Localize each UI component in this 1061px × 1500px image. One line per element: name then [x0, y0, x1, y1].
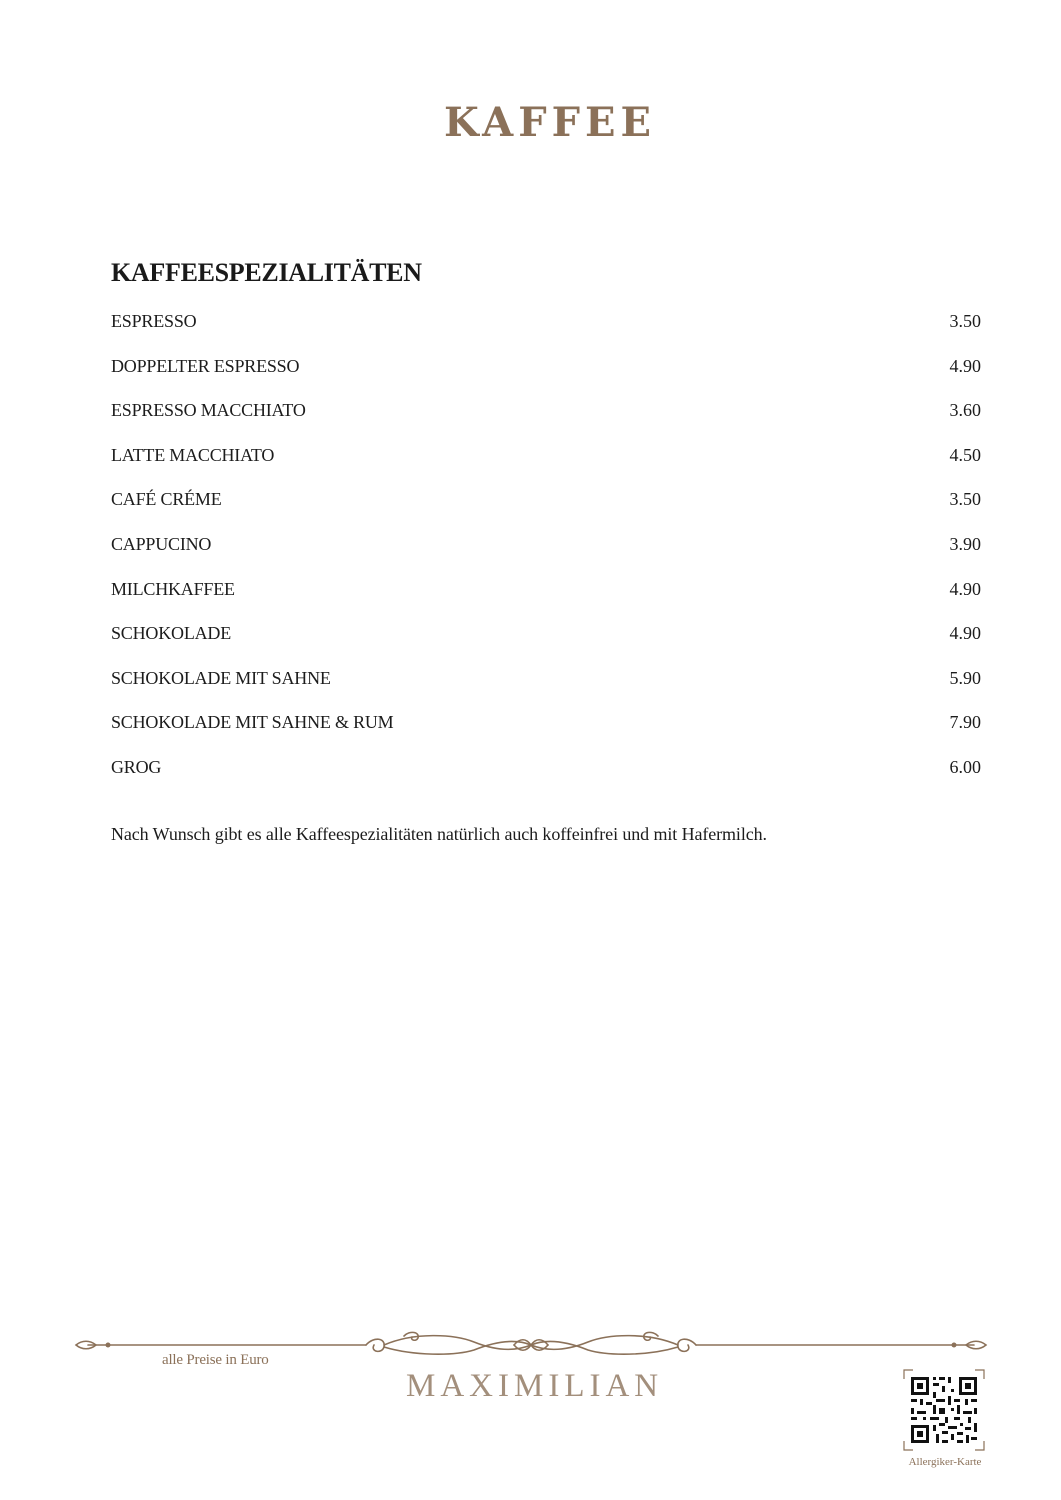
menu-item-name: ESPRESSO — [111, 311, 197, 331]
menu-item-price: 7.90 — [949, 712, 981, 733]
menu-item-name: DOPPELTER ESPRESSO — [111, 355, 300, 376]
menu-item-price: 5.90 — [949, 667, 981, 688]
menu-item-price: 3.60 — [949, 400, 981, 421]
menu-item — [111, 619, 981, 664]
menu-item-name: CAPPUCINO — [111, 533, 212, 554]
price-currency-note: alle Preise in Euro — [162, 1352, 269, 1368]
menu-item-price: 4.90 — [949, 623, 981, 644]
menu-note: Nach Wunsch gibt es alle Kaffeespezialitäten natürlich auch koffeinfrei und mit Hafermilch. — [111, 824, 767, 844]
qr-code-label: Allergiker-Karte — [908, 1456, 982, 1468]
menu-list — [111, 307, 981, 798]
qr-code-icon[interactable] — [903, 1369, 985, 1451]
menu-item-price: 4.90 — [949, 355, 981, 376]
menu-item — [111, 708, 981, 753]
menu-item-name: LATTE MACCHIATO — [111, 444, 275, 465]
menu-item-price: 3.50 — [949, 489, 981, 510]
menu-item — [111, 396, 981, 441]
menu-item-name: ESPRESSO MACCHIATO — [111, 400, 306, 421]
menu-item-name: MILCHKAFFEE — [111, 578, 235, 599]
menu-item-price: 3.50 — [949, 311, 981, 331]
menu-item-name: GROG — [111, 756, 162, 777]
menu-item-price: 6.00 — [949, 756, 981, 777]
menu-item — [111, 485, 981, 530]
menu-item — [111, 575, 981, 620]
menu-item-price: 3.90 — [949, 533, 981, 554]
menu-item-name: SCHOKOLADE — [111, 623, 232, 644]
menu-item-name: SCHOKOLADE MIT SAHNE — [111, 667, 331, 688]
menu-item-name: SCHOKOLADE MIT SAHNE & RUM — [111, 712, 394, 733]
menu-item — [111, 530, 981, 575]
menu-item-price: 4.90 — [949, 578, 981, 599]
menu-item — [111, 441, 981, 486]
menu-item-price: 4.50 — [949, 444, 981, 465]
menu-item — [111, 352, 981, 397]
page-title: KAFFEE — [444, 99, 656, 146]
section-title: KAFFEESPEZIALITÄTEN — [111, 258, 422, 287]
menu-item — [111, 664, 981, 709]
menu-item-name: CAFÉ CRÉME — [111, 489, 222, 510]
brand-logo: MAXIMILIAN — [406, 1368, 664, 1404]
menu-item — [111, 753, 981, 798]
menu-item — [111, 307, 981, 352]
